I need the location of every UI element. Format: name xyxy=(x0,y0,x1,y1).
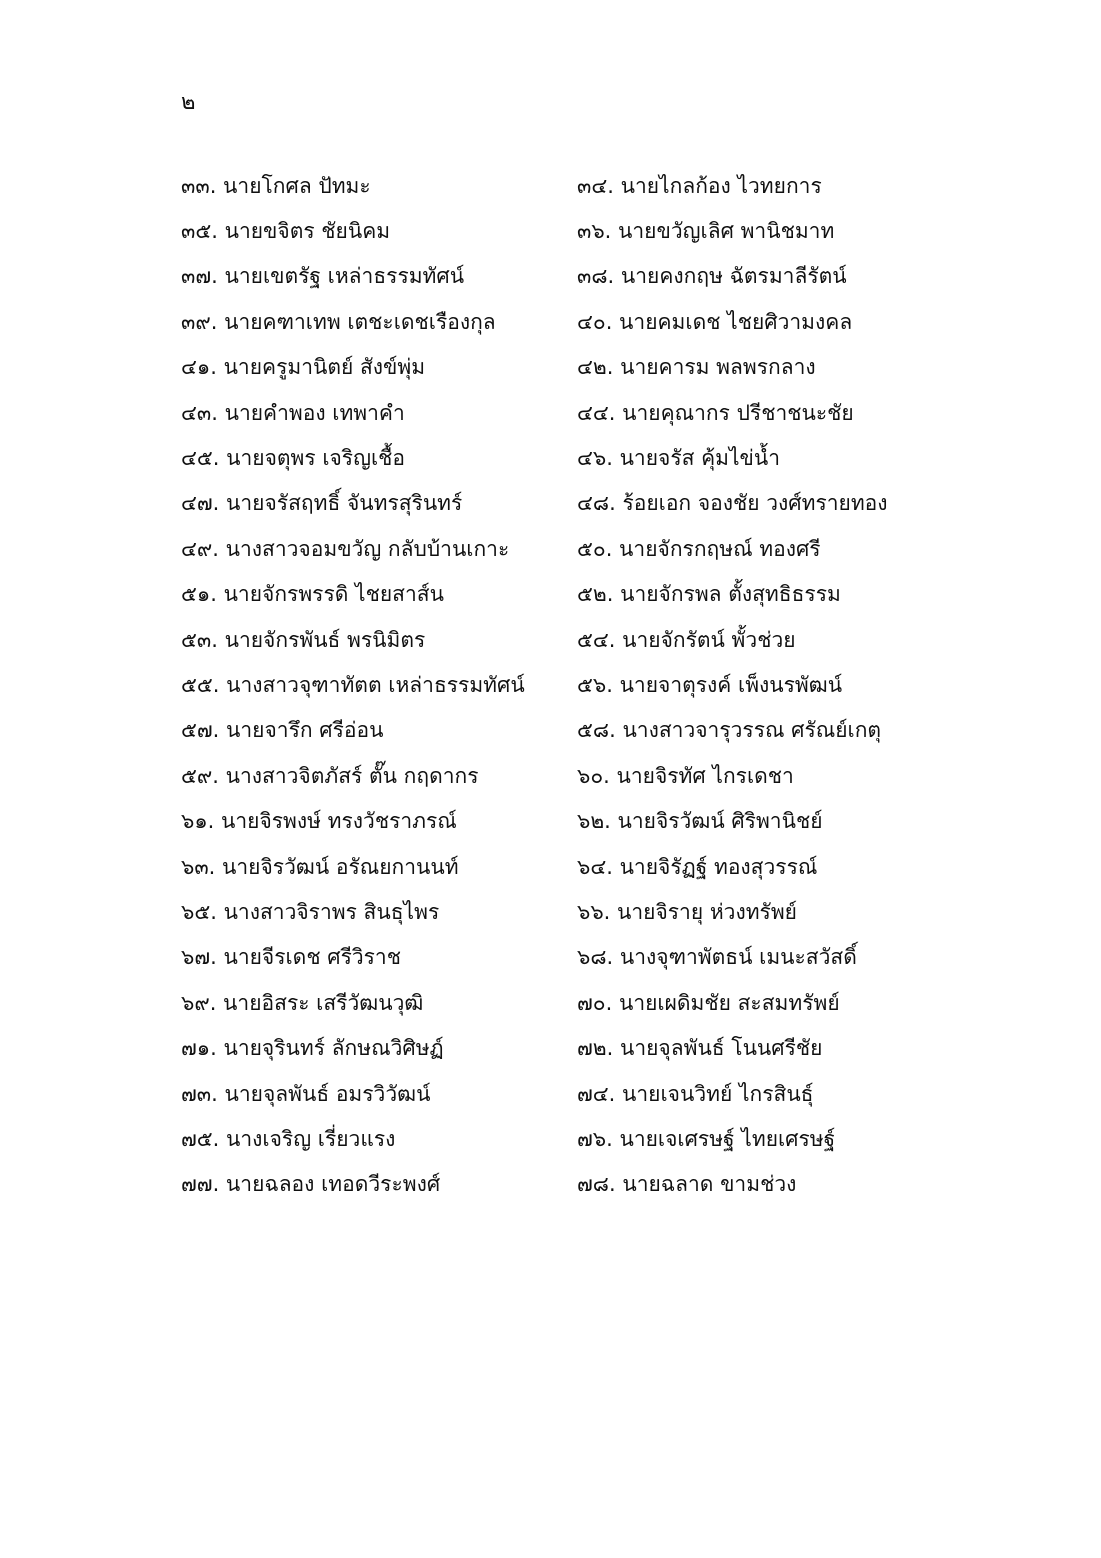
list-item: ๓๗. นายเขตรัฐ เหล่าธรรมทัศน์ xyxy=(181,264,465,289)
list-item: ๔๖. นายจรัส คุ้มไข่น้ำ xyxy=(577,446,781,471)
list-item: ๖๓. นายจิรวัฒน์ อรัณยกานนท์ xyxy=(181,854,459,879)
name-row xyxy=(181,1071,941,1116)
name-row xyxy=(181,345,941,390)
list-item: ๕๔. นายจักรัตน์ พั้วช่วย xyxy=(577,627,796,652)
name-row xyxy=(181,208,941,253)
name-row xyxy=(181,390,941,435)
list-item: ๔๘. ร้อยเอก จองชัย วงศ์ทรายทอง xyxy=(577,491,888,516)
name-row xyxy=(181,844,941,889)
list-item: ๕๓. นายจักรพันธ์ พรนิมิตร xyxy=(181,627,426,652)
list-item: ๔๙. นางสาวจอมขวัญ กลับบ้านเกาะ xyxy=(181,536,510,561)
list-item: ๗๐. นายเผดิมชัย สะสมทรัพย์ xyxy=(577,990,840,1015)
list-item: ๕๒. นายจักรพล ตั้งสุทธิธรรม xyxy=(577,582,841,607)
name-row xyxy=(181,299,941,344)
name-row xyxy=(181,753,941,798)
list-item: ๔๕. นายจตุพร เจริญเชื้อ xyxy=(181,446,406,471)
list-item: ๕๖. นายจาตุรงค์ เพ็งนรพัฒน์ xyxy=(577,672,843,697)
list-item: ๕๙. นางสาวจิตภัสร์ ตั๊น กฤดากร xyxy=(181,763,479,788)
name-row xyxy=(181,481,941,526)
list-item: ๔๑. นายครูมานิตย์ สังข์พุ่ม xyxy=(181,355,426,380)
name-row xyxy=(181,1116,941,1161)
name-row xyxy=(181,889,941,934)
list-item: ๗๒. นายจุลพันธ์ โนนศรีชัย xyxy=(577,1036,823,1061)
list-item: ๖๙. นายอิสระ เสรีวัฒนวุฒิ xyxy=(181,990,424,1015)
list-item: ๕๗. นายจารึก ศรีอ่อน xyxy=(181,718,384,743)
name-row xyxy=(181,1162,941,1207)
list-item: ๖๑. นายจิรพงษ์ ทรงวัชราภรณ์ xyxy=(181,809,457,834)
list-item: ๕๕. นางสาวจุฑาทัตต เหล่าธรรมทัศน์ xyxy=(181,672,525,697)
list-item: ๖๔. นายจิรัฏฐ์ ทองสุวรรณ์ xyxy=(577,854,818,879)
list-item: ๗๕. นางเจริญ เรี่ยวแรง xyxy=(181,1126,396,1151)
list-item: ๗๓. นายจุลพันธ์ อมรวิวัฒน์ xyxy=(181,1081,431,1106)
list-item: ๓๘. นายคงกฤษ ฉัตรมาลีรัตน์ xyxy=(577,264,847,289)
list-item: ๖๐. นายจิรทัศ ไกรเดชา xyxy=(577,763,794,788)
list-item: ๔๐. นายคมเดช ไชยศิวามงคล xyxy=(577,309,853,334)
list-item: ๔๓. นายคำพอง เทพาคำ xyxy=(181,400,405,425)
list-item: ๗๔. นายเจนวิทย์ ไกรสินธุ์ xyxy=(577,1081,814,1106)
list-item: ๓๔. นายไกลก้อง ไวทยการ xyxy=(577,173,822,198)
list-item: ๔๔. นายคุณากร ปรีชาชนะชัย xyxy=(577,400,854,425)
list-item: ๖๖. นายจิรายุ ห่วงทรัพย์ xyxy=(577,899,797,924)
list-item: ๗๑. นายจุรินทร์ ลักษณวิศิษฏ์ xyxy=(181,1036,444,1061)
list-item: ๓๕. นายขจิตร ชัยนิคม xyxy=(181,219,391,244)
list-item: ๕๑. นายจักรพรรดิ ไชยสาส์น xyxy=(181,582,444,607)
list-item: ๗๘. นายฉลาด ขามช่วง xyxy=(577,1172,797,1197)
list-item: ๖๘. นางจุฑาพัตธน์ เมนะสวัสดิ์ xyxy=(577,945,857,970)
list-item: ๓๓. นายโกศล ปัทมะ xyxy=(181,173,371,198)
name-row xyxy=(181,708,941,753)
name-row xyxy=(181,526,941,571)
name-row xyxy=(181,163,941,208)
name-row xyxy=(181,798,941,843)
name-row xyxy=(181,617,941,662)
list-item: ๓๙. นายคฑาเทพ เตชะเดชเรืองกุล xyxy=(181,309,496,334)
list-item: ๗๗. นายฉลอง เทอดวีระพงศ์ xyxy=(181,1172,441,1197)
list-item: ๓๖. นายขวัญเลิศ พานิชมาท xyxy=(577,219,835,244)
name-row xyxy=(181,935,941,980)
name-row xyxy=(181,572,941,617)
name-row xyxy=(181,980,941,1025)
name-row xyxy=(181,435,941,480)
list-item: ๖๗. นายจีรเดช ศรีวิราช xyxy=(181,945,401,970)
page-number: ๒ xyxy=(181,90,196,115)
name-row xyxy=(181,254,941,299)
name-row xyxy=(181,1025,941,1070)
list-item: ๗๖. นายเจเศรษฐ์ ไทยเศรษฐ์ xyxy=(577,1126,836,1151)
list-item: ๖๒. นายจิรวัฒน์ ศิริพานิชย์ xyxy=(577,809,823,834)
list-item: ๕๐. นายจักรกฤษณ์ ทองศรี xyxy=(577,536,821,561)
name-row xyxy=(181,662,941,707)
list-item: ๔๒. นายคารม พลพรกลาง xyxy=(577,355,816,380)
list-item: ๔๗. นายจรัสฤทธิ์ จันทรสุรินทร์ xyxy=(181,491,463,516)
list-item: ๖๕. นางสาวจิราพร สินธุไพร xyxy=(181,899,440,924)
name-list xyxy=(181,163,941,1207)
list-item: ๕๘. นางสาวจารุวรรณ ศรัณย์เกตุ xyxy=(577,718,882,743)
